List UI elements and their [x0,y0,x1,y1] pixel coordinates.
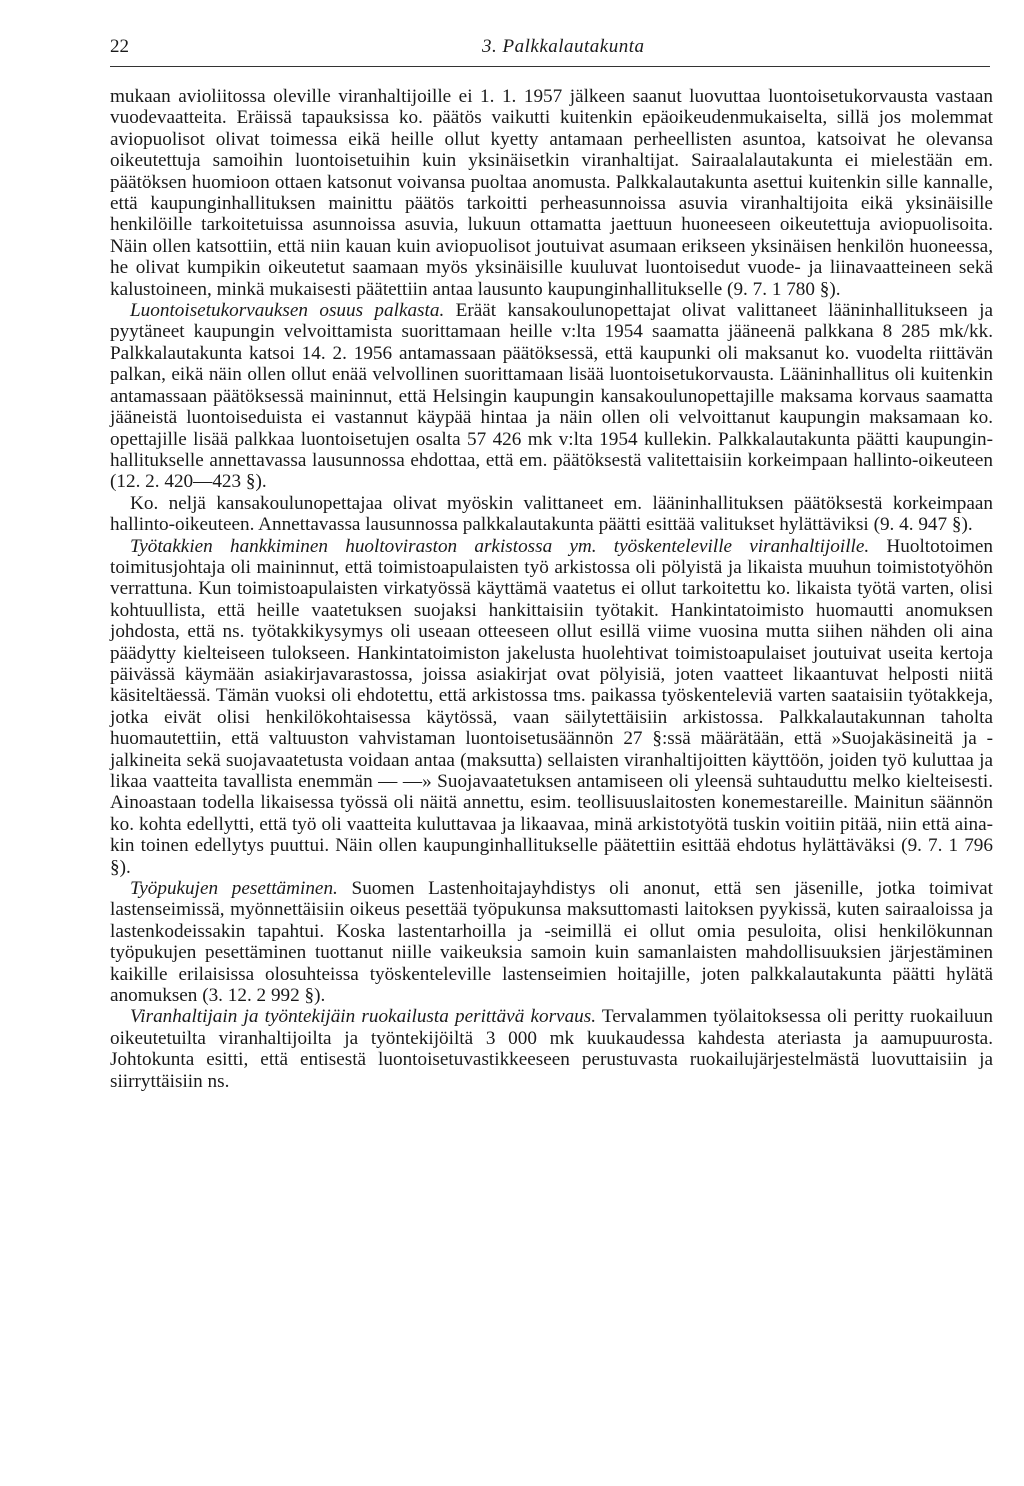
paragraph-5-text: Suomen Lastenhoitajayhdistys oli anonut, että sen jäsenille, jotka toimivat lastenseimissä, myönnettäisiin oikeus pesettää työpukunsa maksuttomasti laitoksen pyykissä, kuten sairaaloissa ja lastenkodeissakin tapahtui. Koska lastentarhoilla ja -seimillä ei ollut omia pesuloita, olisi henkilökunnan työpukujen pesettäminen tuottanut niille vaikeuksia samoin kuin samanlaisten mahdollisuuksien järjestäminen kaikille erilaisissa olosuhteissa työskenteleville lastenseimien hoitajille, joten palkkalautakunta päätti hylätä anomuksen (3. 12. 2 992 §). [110,878,993,1007]
running-title: 3. Palkkalautakunta [482,36,645,57]
section-heading-ruokailu-korvaus: Viranhaltijain ja työntekijäin ruokailusta perittävä korvaus. [130,1006,597,1028]
section-heading-tyotakkien-hankkiminen: Työtakkien hankkiminen huoltoviraston arkistossa ym. työskenteleville viranhaltijoille. [130,535,870,557]
paragraph-6 [110,1006,993,1092]
section-heading-luontoisetukorvaus: Luontoisetukorvauksen osuus palkasta. [130,300,445,322]
paragraph-2 [110,300,993,493]
page-header [110,36,990,66]
paragraph-3-text: Ko. neljä kansakoulunopettajaa olivat myöskin valittaneet em. lääninhallituksen päätöksestä korkeimpaan hallinto-oikeuteen. Annettavassa lausunnossa palkkalautakunta päätti esittää valitukset hylättäviksi (9. 4. 947 §). [110,492,993,536]
paragraph-2-text: Eräät kansakoulunopettajat olivat valittaneet lääninhallitukseen ja pyytäneet kaupungin velvoittamista suorittamaan heille v:lta 1954 saamatta jääneenä palkkana 8 285 mk/kk. Palkkalautakunta katsoi 14. 2. 1956 antamassaan päätöksessä, että kaupunki oli maksanut ko. vuodelta riittävän palkan, eikä näin ollen ollut enää velvollinen suorittamaan lisää luontoisetukorvausta. Lääninhallitus oli kuitenkin antamassaan päätöksessä maininnut, että Helsingin kaupungin kansakoulunopettajille maksama korvaus saamatta jääneistä luontoiseduista ei vastannut käypää hintaa ja näin ollen oli velvoittanut kaupungin maksamaan ko. opettajille lisää palkkaa luontoisetujen osalta 57 426 mk v:lta 1954 kullekin. Palkkalautakunta päätti kaupunginhallitukselle annettavassa lausunnossa ehdottaa, että em. päätöksestä valitettaisiin korkeimpaan hallinto-oikeuteen (12. 2. 420—423 §). [110,300,993,493]
paragraph-1 [110,86,993,300]
paragraph-4-text: Huoltotoimen toimitusjohtaja oli maininnut, että toimistoapulaisten työ arkistossa oli pölyistä ja likaista muuhun toimistotyöhön verrattuna. Kun toimistoapulaisten virkatyössä käyttämä vaatetus ei ollut tarkoitettu ko. likaista työtä varten, olisi kohtuullista, että heille vaatetuksen suojaksi hankittaisiin työtakit. Hankintatoimisto huomautti anomuksen johdosta, että ns. työtakkikysymys oli useaan otteeseen ollut esillä viime vuosina mutta siihen nähden oli aina päädytty kielteiseen tulokseen. Hankintatoimiston jakelusta huolehtivat toimistoapulaiset joutuivat useita kertoja päivässä käymään asiakirjavarastossa, joissa asiakirjat ovat pölyisiä, joten vaatteet likaantuvat helposti niitä käsiteltäessä. Tämän vuoksi oli ehdotettu, että arkistossa tms. paikassa työskenteleviä varten saataisiin työtakkeja, jotka eivät olisi henkilökohtaisessa käytössä, vaan säilytettäisiin arkistossa. Palkkalautakunnan taholta huomautettiin, että valtuuston vahvistaman luontoisetusäännön 27 §:ssä määrätään, että »Suojakäsineitä ja -jalkineita sekä suojavaatetusta voidaan antaa (maksutta) sellaisten viranhaltijoitten käyttöön, joiden työ kuluttaa ja likaa vaatteita tavallista enemmän — —» Suojavaatetuksen antamiseen oli yleensä suhtauduttu melko kielteisesti. Ainoastaan todella likaisessa työssä oli näitä annettu, esim. teollisuuslaitosten konemestareille. Mainitun säännön ko. kohta edellytti, että työ oli vaatteita kuluttavaa ja likaavaa, minä arkistotyötä tuskin voitiin pitää, niin että ainakin toinen edellytys puuttui. Näin ollen kaupunginhallitukselle päätettiin esittää ehdotus hylättäväksi (9. 7. 1 796 §). [110,535,993,878]
paragraph-4 [110,536,993,879]
paragraph-6-text: Tervalammen työlaitoksessa oli peritty ruokailuun oikeutetuilta viranhaltijoilta ja työntekijöiltä 3 000 mk kuukaudessa kahdesta ateriasta ja aamupuurosta. Johtokunta esitti, että entisestä luontoisetuvastikkeeseen perustuvasta ruokailujärjestelmästä luovuttaisiin ja siirryttäisiin ns. [110,1006,993,1092]
page-number: 22 [110,36,129,57]
section-heading-tyopukujen-pesettaminen: Työpukujen pesettäminen. [130,878,338,900]
body-text [110,86,993,1092]
paragraph-1-text: mukaan avioliitossa oleville viranhaltijoille ei 1. 1. 1957 jälkeen saanut luovuttaa luontoisetukorvausta vastaan vuodevaatteita. Eräissä tapauksissa ko. päätös vaikutti kuitenkin epäoikeudenmukaiselta, sillä jos molemmat aviopuolisot olivat toimessa eikä heille ollut kyetty antamaan perheellisten asuntoa, katsoivat he olevansa oikeutettuja samoihin luontoisetuihin kuin yksinäisetkin viranhaltijat. Sairaalalautakunta ei mielestään em. päätöksen huomioon ottaen katsonut voivansa puoltaa anomusta. Palkkalautakunta asettui kuitenkin sille kannalle, että kaupunginhallituksen mainittu päätös tarkoitti perheasunnoissa asuvia viranhaltijoita eikä yksinäisille henkilöille tarkoitetuissa asunnoissa asuvia, lukuun ottamatta jaettuun huoneeseen oikeutettuja aviopuolisoita. Näin ollen katsottiin, että niin kauan kuin aviopuolisot joutuivat asumaan erikseen yksinäisen henkilön huoneessa, he olivat kumpikin oikeutetut saamaan myös yksinäisille kuuluvat luontoisedut vuode- ja liinavaatteineen sekä kalustoineen, minkä mukaisesti päätettiin antaa lausunto kaupunginhallitukselle (9. 7. 1 780 §). [110,86,993,300]
paragraph-5 [110,878,993,1006]
header-rule [110,66,990,67]
paragraph-3 [110,493,993,536]
